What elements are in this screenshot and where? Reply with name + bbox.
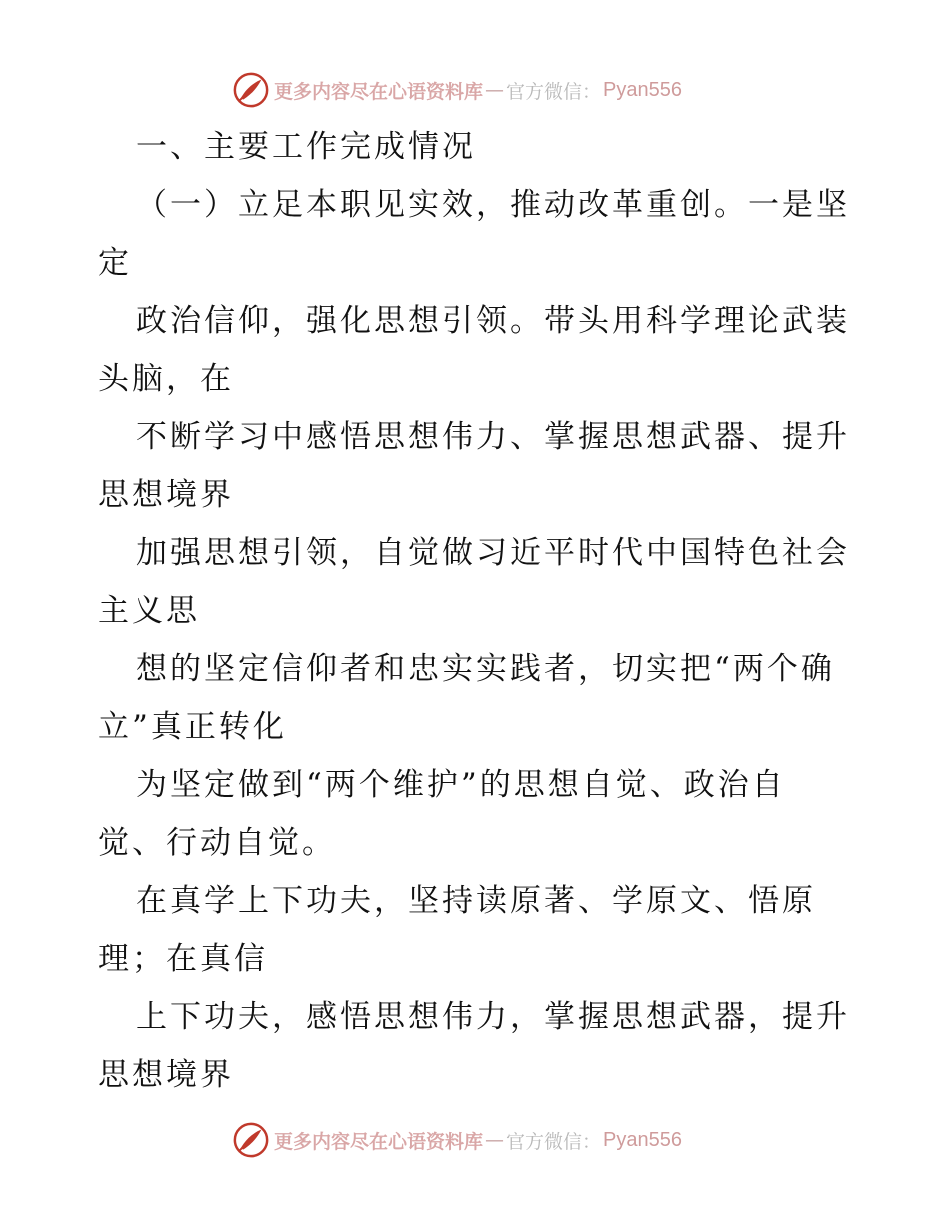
paragraph-line: 头脑，在 <box>98 361 234 397</box>
quill-pen-logo-icon <box>232 71 270 109</box>
section-heading: 一、主要工作完成情况 <box>136 129 476 165</box>
paragraph-line: 思想境界 <box>98 477 234 513</box>
document-body <box>98 118 858 1104</box>
paragraph-line: 觉、行动自觉。 <box>98 825 336 861</box>
paragraph-line: 不断学习中感悟思想伟力、掌握思想武器、提升 <box>136 419 850 455</box>
paragraph-line: 想的坚定信仰者和忠实实践者，切实把“两个确 <box>136 651 835 687</box>
watermark-site-text: 更多内容尽在心语资料库 <box>274 80 484 103</box>
quill-pen-logo-icon <box>232 1121 270 1159</box>
watermark-site-text: 更多内容尽在心语资料库 <box>274 1130 484 1153</box>
watermark-wechat-id: Pyan556 <box>603 1128 682 1151</box>
paragraph-line: 主义思 <box>98 593 200 629</box>
watermark-wechat-label: 官方微信： <box>506 1130 602 1153</box>
watermark-wechat-id: Pyan556 <box>603 78 682 101</box>
header-watermark <box>232 70 682 110</box>
paragraph-line: 上下功夫，感悟思想伟力，掌握思想武器，提升 <box>136 999 850 1035</box>
paragraph-line: 定 <box>98 245 132 281</box>
paragraph-line: 立”真正转化 <box>98 709 287 745</box>
watermark-wechat-label: 官方微信： <box>506 80 602 103</box>
paragraph-line: （一）立足本职见实效，推动改革重创。一是坚 <box>136 187 850 223</box>
paragraph-line: 思想境界 <box>98 1057 234 1093</box>
paragraph-line: 政治信仰，强化思想引领。带头用科学理论武装 <box>136 303 850 339</box>
paragraph-line: 在真学上下功夫，坚持读原著、学原文、悟原 <box>136 883 816 919</box>
paragraph-line: 为坚定做到“两个维护”的思想自觉、政治自 <box>136 767 786 803</box>
paragraph-line: 理；在真信 <box>98 941 268 977</box>
footer-watermark <box>232 1120 682 1160</box>
paragraph-line: 加强思想引领，自觉做习近平时代中国特色社会 <box>136 535 850 571</box>
watermark-dash: — <box>485 79 505 101</box>
watermark-dash: — <box>485 1129 505 1151</box>
